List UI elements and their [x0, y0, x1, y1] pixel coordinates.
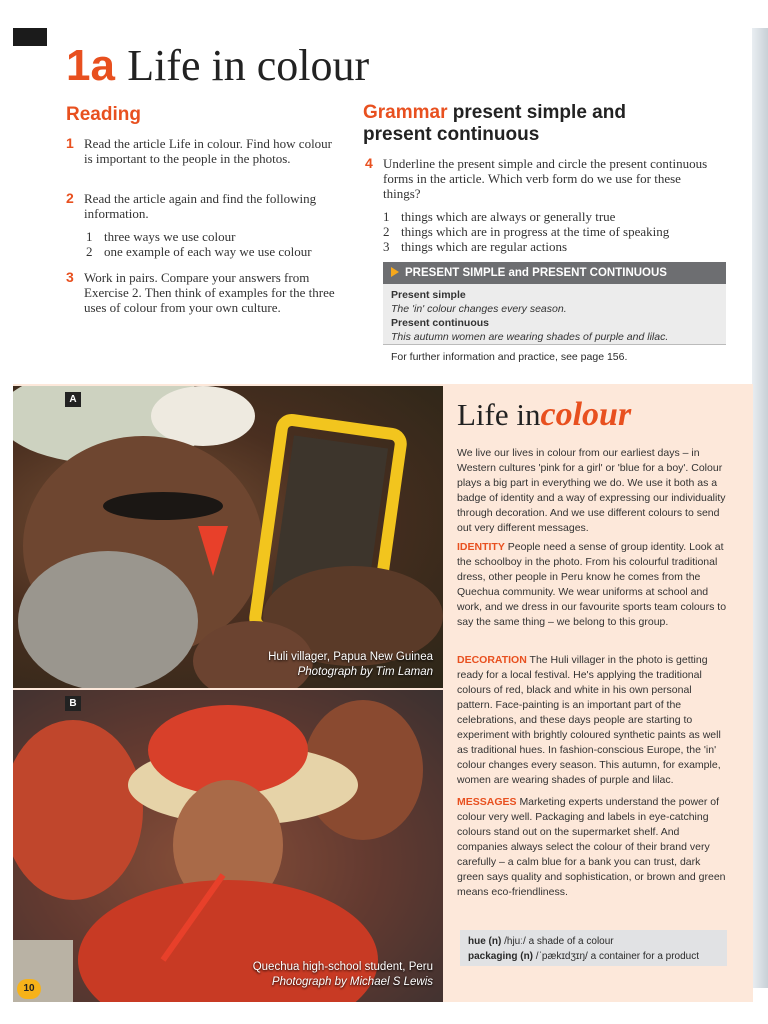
article-title-plain: Life in: [457, 397, 541, 432]
sublist-item: 1 things which are always or generally true: [383, 209, 616, 224]
photo-huli-villager: [13, 386, 443, 688]
present-continuous-label: Present continuous: [391, 317, 490, 329]
identity-text: People need a sense of group identity. Look at the schoolboy in the photo. From his colourful traditional dress, other people in Peru know he comes from the Quechua community. We wear uniforms at school and work, and we dress in our favourite sports team colours to say the same thing – we belong to this group.: [457, 541, 727, 628]
play-triangle-icon: [391, 267, 399, 277]
unit-title: [66, 38, 369, 94]
reading-task-2: [66, 190, 324, 221]
glossary-definition: a container for a product: [590, 951, 700, 962]
decoration-keyword: DECORATION: [457, 654, 527, 666]
caption-text: Quechua high-school student, Peru: [252, 961, 433, 973]
photo-b-caption: [253, 960, 433, 990]
sublist-item: 1 three ways we use colour: [86, 229, 236, 244]
task-number: 1: [66, 135, 74, 151]
task-number: 3: [66, 269, 74, 285]
article-identity: [457, 540, 727, 630]
sublist-item: 2 one example of each way we use colour: [86, 244, 312, 259]
grammar-box-body: [383, 284, 726, 344]
grammar-task-4: [365, 155, 713, 201]
glossary-pronunciation: /hjuː/: [504, 936, 526, 947]
article-title-accent: colour: [540, 396, 632, 433]
grammar-box-header: [383, 262, 726, 284]
grammar-box-footer: For further information and practice, see page 156.: [383, 344, 726, 368]
photo-badge-b: B: [65, 696, 81, 711]
article-decoration: [457, 653, 727, 788]
task-text: Work in pairs. Compare your answers from Exercise 2. Then think of examples for the three uses of colour from your own culture.: [84, 270, 335, 315]
photo-a-illustration: [13, 386, 443, 688]
grammar-subheading-2: present continuous: [363, 124, 540, 145]
article-intro: We live our lives in colour from our earliest days – in Western cultures 'pink for a girl' or 'blue for a boy'. Colour plays a big part in everything we do. We use it both as a badge of identity and a way of expressing our individuality through decoration. And we use different colours to send out very different messages.: [457, 447, 726, 534]
task-number: 2: [66, 190, 74, 206]
grammar-box: [383, 262, 726, 368]
grammar-sublist: [383, 209, 728, 254]
glossary-entry: [468, 934, 719, 949]
present-simple-label: Present simple: [391, 289, 466, 301]
photo-a-caption: [268, 650, 433, 680]
reading-sublist: [86, 229, 356, 259]
unit-number: 1a: [66, 41, 115, 90]
page-binding-edge: [752, 28, 768, 988]
photo-quechua-student: [13, 690, 443, 1002]
caption-credit: Photograph by Tim Laman: [297, 666, 433, 678]
grammar-heading-label: Grammar: [363, 102, 448, 123]
photo-b-illustration: [13, 690, 443, 1002]
caption-credit: Photograph by Michael S Lewis: [271, 976, 433, 988]
unit-name: Life in colour: [127, 41, 370, 90]
identity-keyword: IDENTITY: [457, 541, 505, 553]
messages-keyword: MESSAGES: [457, 796, 517, 808]
task-text: Read the article Life in colour. Find how colour is important to the people in the photos.: [84, 136, 333, 166]
glossary-box: [460, 930, 727, 966]
messages-text: Marketing experts understand the power of colour very well. Packaging and labels in eye-catching colours stand out on the supermarket shelf. And companies always select the colour of their brand very carefully – a calm blue for a bank you can trust, dark green says quality and sophistication, or brown and green means eco-friendliness.: [457, 796, 726, 898]
task-text: Underline the present simple and circle the present continuous forms in the article. Which verb form do we use for these things?: [383, 156, 708, 201]
present-continuous-example: This autumn women are wearing shades of purple and lilac.: [391, 331, 669, 343]
caption-text: Huli villager, Papua New Guinea: [268, 651, 433, 663]
glossary-word: hue (n): [468, 936, 502, 947]
grammar-box-title: PRESENT SIMPLE and PRESENT CONTINUOUS: [405, 267, 667, 279]
glossary-pronunciation: /ˈpækɪdʒɪŋ/: [535, 951, 588, 962]
grammar-heading: [363, 102, 693, 146]
task-number: 4: [365, 155, 373, 171]
task-text: Read the article again and find the following information.: [84, 191, 317, 221]
sublist-item: 3 things which are regular actions: [383, 239, 568, 254]
decoration-text: The Huli villager in the photo is getting ready for a local festival. He's applying the traditional colours of red, black and white in his own personal pattern. Face-painting is an important part of the celebrations, and these days people are starting to experiment with brightly coloured synthetic paints as well as traditional hues. In fashion-conscious Europe, the 'in' colour changes every season. This autumn, for example, women are wearing shades of purple and lilac.: [457, 654, 721, 786]
reading-heading: Reading: [66, 104, 141, 125]
present-simple-example: The 'in' colour changes every season.: [391, 303, 567, 315]
glossary-definition: a shade of a colour: [528, 936, 614, 947]
reading-task-1: [66, 135, 334, 166]
article-messages: [457, 795, 727, 900]
sublist-item: 2 things which are in progress at the time of speaking: [383, 224, 670, 239]
glossary-entry: [468, 949, 719, 964]
corner-mark: [13, 28, 47, 46]
reading-task-3: [66, 269, 346, 315]
glossary-word: packaging (n): [468, 951, 534, 962]
grammar-subheading-1: present simple and: [452, 102, 626, 123]
article-title: [457, 396, 631, 434]
page-number: 10: [17, 979, 41, 999]
photo-badge-a: A: [65, 392, 81, 407]
